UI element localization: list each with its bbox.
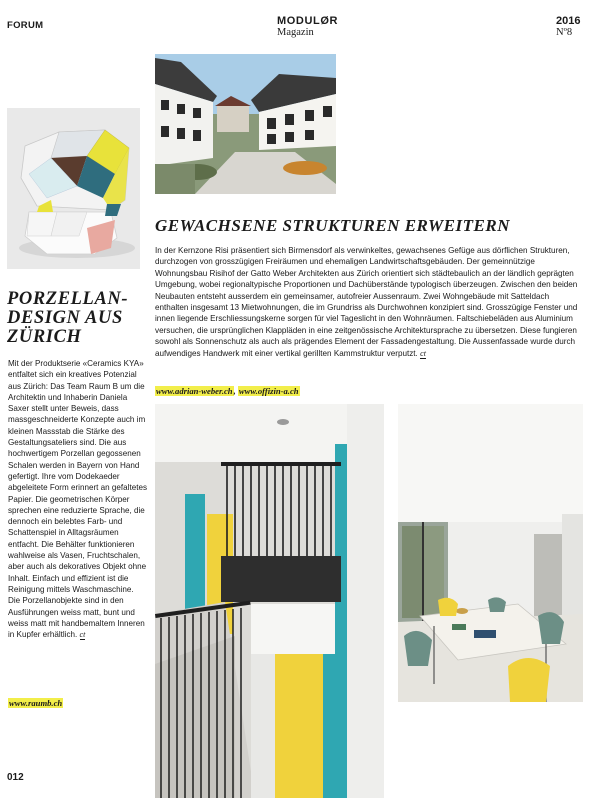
left-body-text: Mit der Produktserie «Ceramics KYA» entfaltet sich ein kreatives Potenzial aus Zürich: Das Team Raum B um die Architektin und Inhaberin Daniela Saxer stellt unter Beweis, dass massgeschneiderte Konzepte auch im kleinen Massstab die Stärke des Gestaltungsateliers sind. Die aus hochwertigem Porzellan gegossenen Schalen werden in Bayern von Hand gefertigt. Ihre vom Dodekaeder abgeleitete Form erinnert an gefaltetes Papier. Die geometrischen Körper sprechen eine reduzierte Sprache, die dennoch ein belebtes Farb- und Schattenspiel in Alltagsräumen entfacht. Die Behälter funktionieren wahlweise als Vasen, Fruchtschalen, aber auch als dekoratives Objekt ohne Inhalt. Einfach und effizient ist die Reinigung mittels Waschmaschine. Die Porzellanobjekte sind in den Ausführungen weiss matt, bunt und weiss matt mit handbemaltem Inneren in Kupfer erhältlich. <box>8 359 148 640</box>
main-article-title: GEWACHSENE STRUKTUREN ERWEITERN <box>155 216 510 235</box>
main-article-links <box>155 386 300 396</box>
left-signature: ct <box>79 630 86 640</box>
left-title-line: ZÜRICH <box>7 327 82 347</box>
link-separator: , <box>233 386 238 396</box>
dining-room-illustration <box>398 404 583 702</box>
issue-info <box>556 16 580 38</box>
main-body-text: In der Kernzone Risi präsentiert sich Birmensdorf als verwinkeltes, gewachsenes Gefüge aus dörflichen Strukturen, durchzogen von grosszügigen Freiräumen und ehemaligen Landwirtschaftsgebäuden. Der gemeinnützige Wohnungsbau Risihof der Gatto Weber Architekten aus Zürich orientiert sich städtebaulich an der ländlich geprägten Umgebung, wobei regionaltypische Proportionen und Dachüberstände typologisch überzeugen. Zwischen den beiden Neubauten entsteht ausserdem ein gemeinsamer, autofreier Aussenraum. Zwei Wohngebäude mit Satteldach enthalten insgesamt 13 Mietwohnungen, die im Grundriss als Durchwohnen konzipiert sind. Grosszügige Fenster und innen liegende Erschliessungskerne sorgen für viel Tageslicht in den Wohnräumen. Faltschiebeläden aus Aluminium versuchen, die ursprünglichen Klappläden in eine zeitgenössische Architektursprache zu übersetzen. Diese fungieren sowohl als Sonnenschutz als auch als prägendes Element der Fassadengestaltung. Die Aussenfassade wurde durch aufwendiges Handwerk mit einer vertikal gerillten Kammstruktur verputzt. <box>155 246 578 358</box>
dining-room-photo <box>398 404 583 702</box>
main-article-body <box>155 245 582 359</box>
staircase-illustration <box>155 404 384 798</box>
section-label: FORUM <box>7 20 44 31</box>
ceramics-photo <box>7 108 140 269</box>
left-title-line: DESIGN AUS <box>7 308 123 328</box>
houses-photo <box>155 54 336 194</box>
magazine-subtitle: Magazin <box>277 27 314 38</box>
link-offizin-a[interactable]: www.offizin-a.ch <box>238 386 299 396</box>
houses-illustration <box>155 54 336 194</box>
issue-year: 2016 <box>556 15 581 27</box>
page-number: 012 <box>7 772 24 783</box>
left-article-body <box>8 358 148 640</box>
left-article-link[interactable]: www.raumb.ch <box>9 698 63 708</box>
magazine-brand: MODULØR <box>277 15 339 27</box>
ceramic-bowl-illustration <box>7 108 140 269</box>
left-title-line: PORZELLAN- <box>7 289 129 309</box>
issue-number: Nº8 <box>556 27 573 38</box>
magazine-masthead <box>277 16 338 38</box>
staircase-photo <box>155 404 384 798</box>
main-signature: ct <box>420 348 426 358</box>
left-article-title <box>7 290 147 347</box>
link-adrian-weber[interactable]: www.adrian-weber.ch <box>156 386 233 396</box>
